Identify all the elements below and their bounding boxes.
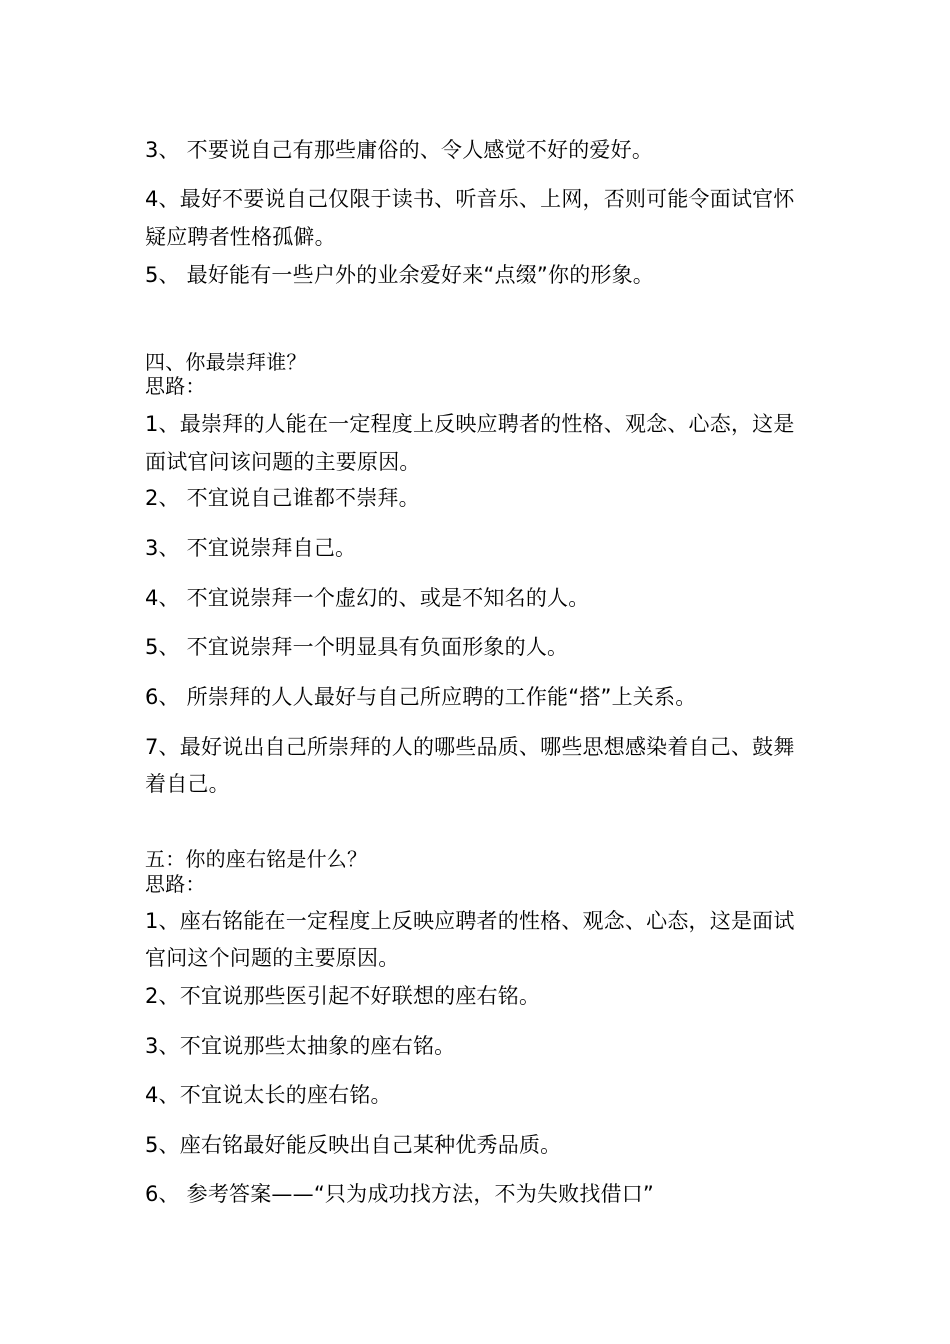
motto-tip-3: 3、不宜说那些太抽象的座右铭。 bbox=[145, 1034, 456, 1058]
hobby-tip-4-line2: 疑应聘者性格孤僻。 bbox=[145, 225, 336, 249]
admire-tip-7-line1: 7、最好说出自己所崇拜的人的哪些品质、哪些思想感染着自己、鼓舞 bbox=[145, 735, 795, 759]
admire-tip-1-line1: 1、最崇拜的人能在一定程度上反映应聘者的性格、观念、心态，这是 bbox=[145, 412, 795, 436]
admire-tip-3: 3、 不宜说崇拜自己。 bbox=[145, 536, 357, 560]
section-4-title: 四、你最崇拜谁？ bbox=[145, 350, 307, 374]
motto-tip-1-line1: 1、座右铭能在一定程度上反映应聘者的性格、观念、心态，这是面试 bbox=[145, 909, 795, 933]
admire-tip-4: 4、 不宜说崇拜一个虚幻的、或是不知名的人。 bbox=[145, 586, 590, 610]
motto-tip-1-line2: 官问这个问题的主要原因。 bbox=[145, 946, 400, 970]
motto-tip-4: 4、不宜说太长的座右铭。 bbox=[145, 1083, 392, 1107]
admire-tip-7-line2: 着自己。 bbox=[145, 772, 230, 796]
admire-tip-5: 5、 不宜说崇拜一个明显具有负面形象的人。 bbox=[145, 635, 569, 659]
admire-tip-1-line2: 面试官问该问题的主要原因。 bbox=[145, 450, 421, 474]
section-5-title: 五：你的座右铭是什么？ bbox=[145, 847, 368, 871]
section-4-subtitle: 思路： bbox=[145, 374, 206, 398]
hobby-tip-3: 3、 不要说自己有那些庸俗的、令人感觉不好的爱好。 bbox=[145, 138, 654, 162]
motto-tip-2: 2、不宜说那些医引起不好联想的座右铭。 bbox=[145, 984, 541, 1008]
section-5-subtitle: 思路： bbox=[145, 872, 206, 896]
admire-tip-6: 6、 所崇拜的人人最好与自己所应聘的工作能“搭”上关系。 bbox=[145, 685, 697, 709]
motto-tip-6: 6、 参考答案——“只为成功找方法，不为失败找借口” bbox=[145, 1182, 654, 1206]
admire-tip-2: 2、 不宜说自己谁都不崇拜。 bbox=[145, 486, 420, 510]
motto-tip-5: 5、座右铭最好能反映出自己某种优秀品质。 bbox=[145, 1133, 562, 1157]
hobby-tip-5: 5、 最好能有一些户外的业余爱好来“点缀”你的形象。 bbox=[145, 263, 654, 287]
hobby-tip-4-line1: 4、最好不要说自己仅限于读书、听音乐、上网，否则可能令面试官怀 bbox=[145, 187, 795, 211]
